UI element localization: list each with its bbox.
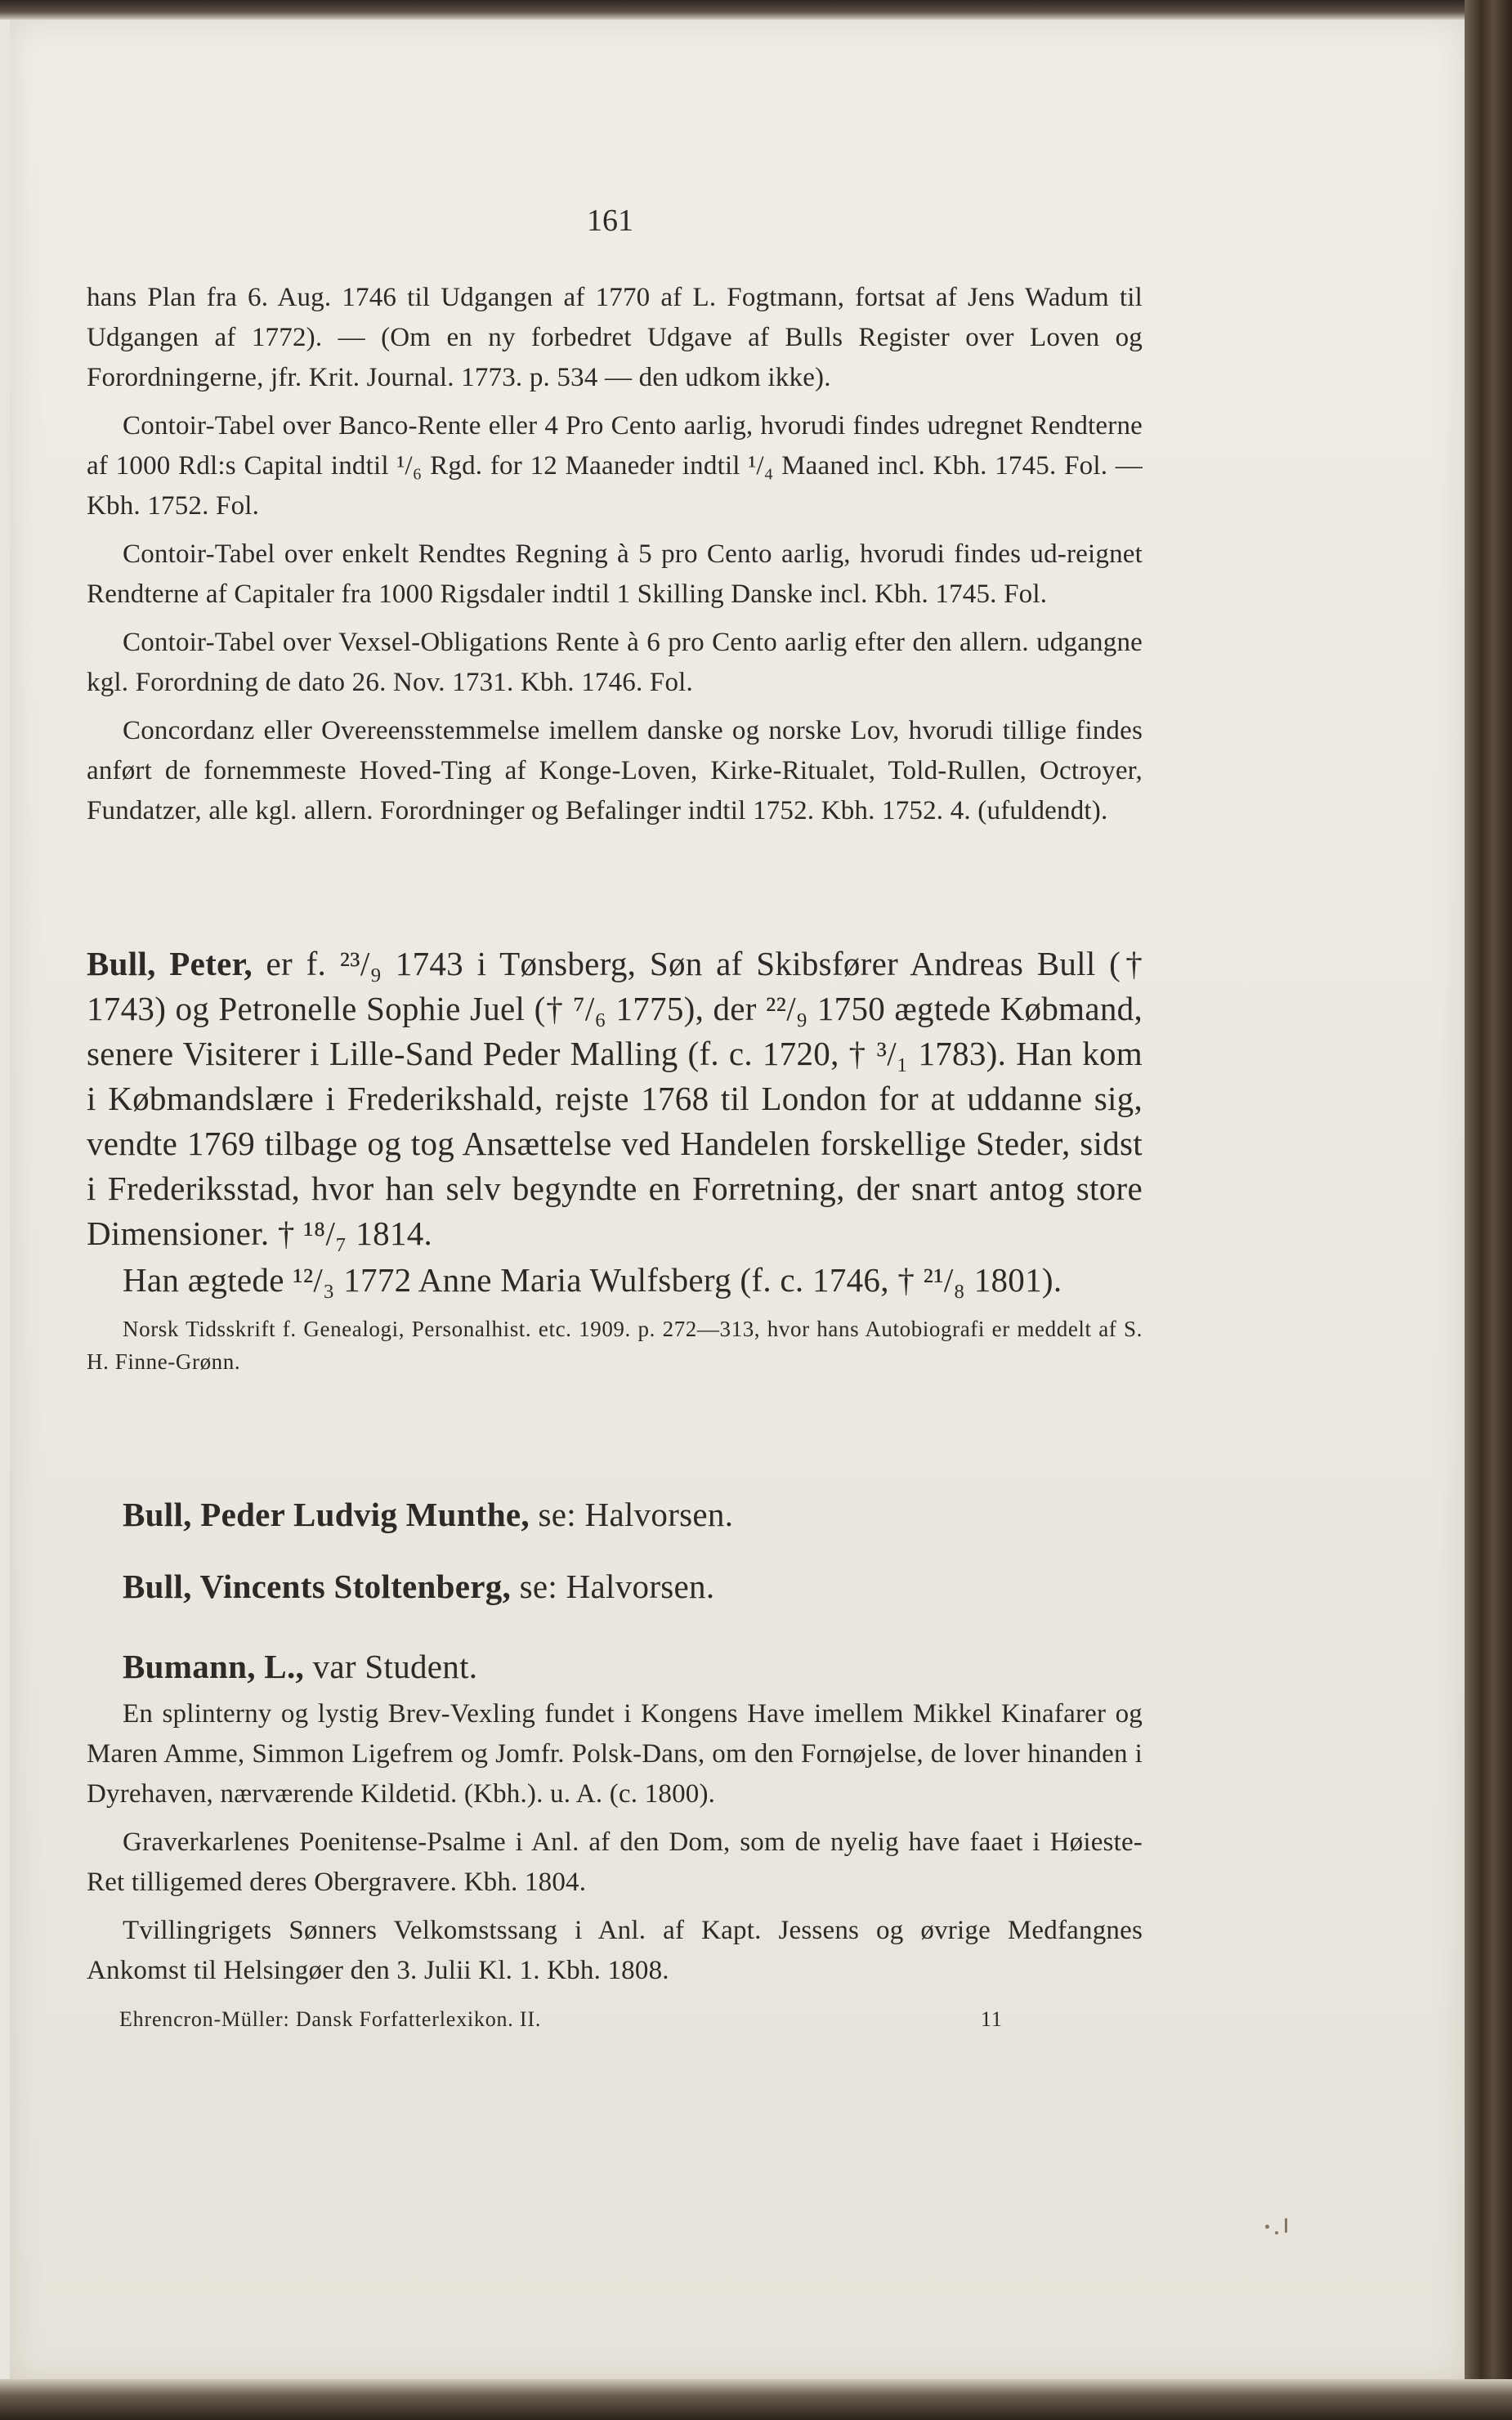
bull-peter-source-note: Norsk Tidsskrift f. Genealogi, Personalhist. etc. 1909. p. 272—313, hvor hans Autobiografi er meddelt af S. H. Finne-Grønn. (87, 1317, 1143, 1374)
entry-contoir-vexsel: Contoir-Tabel over Vexsel-Obligations Rente à 6 pro Cento aarlig efter den allern. udgangne kgl. Forordning de dato 26. Nov. 1731. Kbh. 1746. Fol. (87, 628, 1143, 697)
bull-peder-name: Bull, Peder Ludvig Munthe, (123, 1496, 530, 1533)
bumann-work-brev-vexling: En splinterny og lystig Brev-Vexling fundet i Kongens Have imellem Mikkel Kinafarer og Maren Amme, Simmon Ligefrem og Jomfr. Polsk-Dans, om den Fornøjelse, de lover hinanden i Dyrehaven, nærværende Kildetid. (Kbh.). u. A. (c. 1800). (87, 1699, 1143, 1809)
bull-peder-line (87, 1492, 1143, 1537)
entry-concordanz: Concordanz eller Overeensstemmelse imellem danske og norske Lov, hvorudi tillige findes anført de fornemmeste Hoved-Ting af Konge-Loven, Kirke-Ritualet, Told-Rullen, Octroyer, Fundatzer, alle kgl. allern. Forordninger og Befalinger indtil 1752. Kbh. 1752. 4. (ufuldendt). (87, 716, 1143, 825)
page-top-edge (0, 0, 1512, 20)
page-footer (119, 2007, 1018, 2032)
entry-bumann (87, 1644, 1143, 1991)
footer-title: Ehrencron-Müller: Dansk Forfatterlexikon. II. (119, 2007, 542, 2031)
entry-contoir-rendtes: Contoir-Tabel over enkelt Rendtes Regning à 5 pro Cento aarlig, hvorudi findes ud-reignet Rendterne af Capitaler fra 1000 Rigsdaler indtil 1 Skilling Danske incl. Kbh. 1745. Fol. (87, 539, 1143, 609)
bull-vincents-line (87, 1564, 1143, 1609)
footer-signature: 11 (981, 2007, 1003, 2031)
ink-speck (1265, 2225, 1269, 2229)
entry-contoir-banco: Contoir-Tabel over Banco-Rente eller 4 Pro Cento aarlig, hvorudi findes udregnet Rendterne af 1000 Rdl:s Capital indtil ¹/₆ Rgd. for 12 Maaneder indtil ¹/₄ Maaned incl. Kbh. 1745. Fol. — Kbh. 1752. Fol. (87, 411, 1143, 521)
bumann-work-velkomstssang: Tvillingrigets Sønners Velkomstssang i Anl. af Kapt. Jessens og øvrige Medfangnes Ankomst til Helsingøer den 3. Julii Kl. 1. Kbh. 1808. (87, 1916, 1143, 1985)
bull-peter-biography (87, 942, 1143, 1256)
intro-paragraph: hans Plan fra 6. Aug. 1746 til Udgangen af 1770 af L. Fogtmann, fortsat af Jens Wadum til Udgangen af 1772). — (Om en ny forbedret Udgave af Bulls Register over Loven og Forordningerne, jfr. Krit. Journal. 1773. p. 534 — den udkom ikke). (87, 283, 1143, 392)
book-spine-edge (1465, 0, 1512, 2420)
bumann-work-psalme: Graverkarlenes Poenitense-Psalme i Anl. af den Dom, som de nyelig have faaet i Høieste-Ret tilligemed deres Obergravere. Kbh. 1804. (87, 1827, 1143, 1897)
entry-bull-peter (87, 942, 1143, 1378)
bull-peter-name: Bull, Peter, (87, 945, 253, 982)
bull-peter-bio: er f. ²³/₉ 1743 i Tønsberg, Søn af Skibsfører Andreas Bull († 1743) og Petronelle Sophie Juel († ⁷/₆ 1775), der ²²/₉ 1750 ægtede Købmand, senere Visiterer i Lille-Sand Peder Malling (f. c. 1720, † ³/₁ 1783). Han kom i Købmandslære i Frederikshald, rejste 1768 til London for at uddanne sig, vendte 1769 tilbage og tog Ansættelse ved Handelen forskellige Steder, sidst i Frederiksstad, hvor han selv begyndte en Forretning, der snart antog store Dimensioner. † ¹⁸/₇ 1814. (87, 945, 1143, 1252)
ink-speck (1275, 2231, 1278, 2234)
bumann-desc: var Student. (304, 1648, 478, 1685)
entry-bull-peder (87, 1492, 1143, 1537)
bull-vincents-ref: se: Halvorsen. (511, 1568, 715, 1605)
page-bottom-edge (0, 2379, 1512, 2420)
bumann-heading (87, 1644, 1143, 1689)
page-number: 161 (587, 204, 633, 238)
top-entries (87, 278, 1143, 831)
bull-peder-ref: se: Halvorsen. (529, 1496, 734, 1533)
bumann-name: Bumann, L., (123, 1648, 305, 1685)
ink-speck (1285, 2218, 1287, 2233)
entry-bull-vincents (87, 1564, 1143, 1609)
bull-vincents-name: Bull, Vincents Stoltenberg, (123, 1568, 512, 1605)
bull-peter-marriage: Han ægtede ¹²/₃ 1772 Anne Maria Wulfsberg (f. c. 1746, † ²¹/₈ 1801). (123, 1261, 1062, 1299)
